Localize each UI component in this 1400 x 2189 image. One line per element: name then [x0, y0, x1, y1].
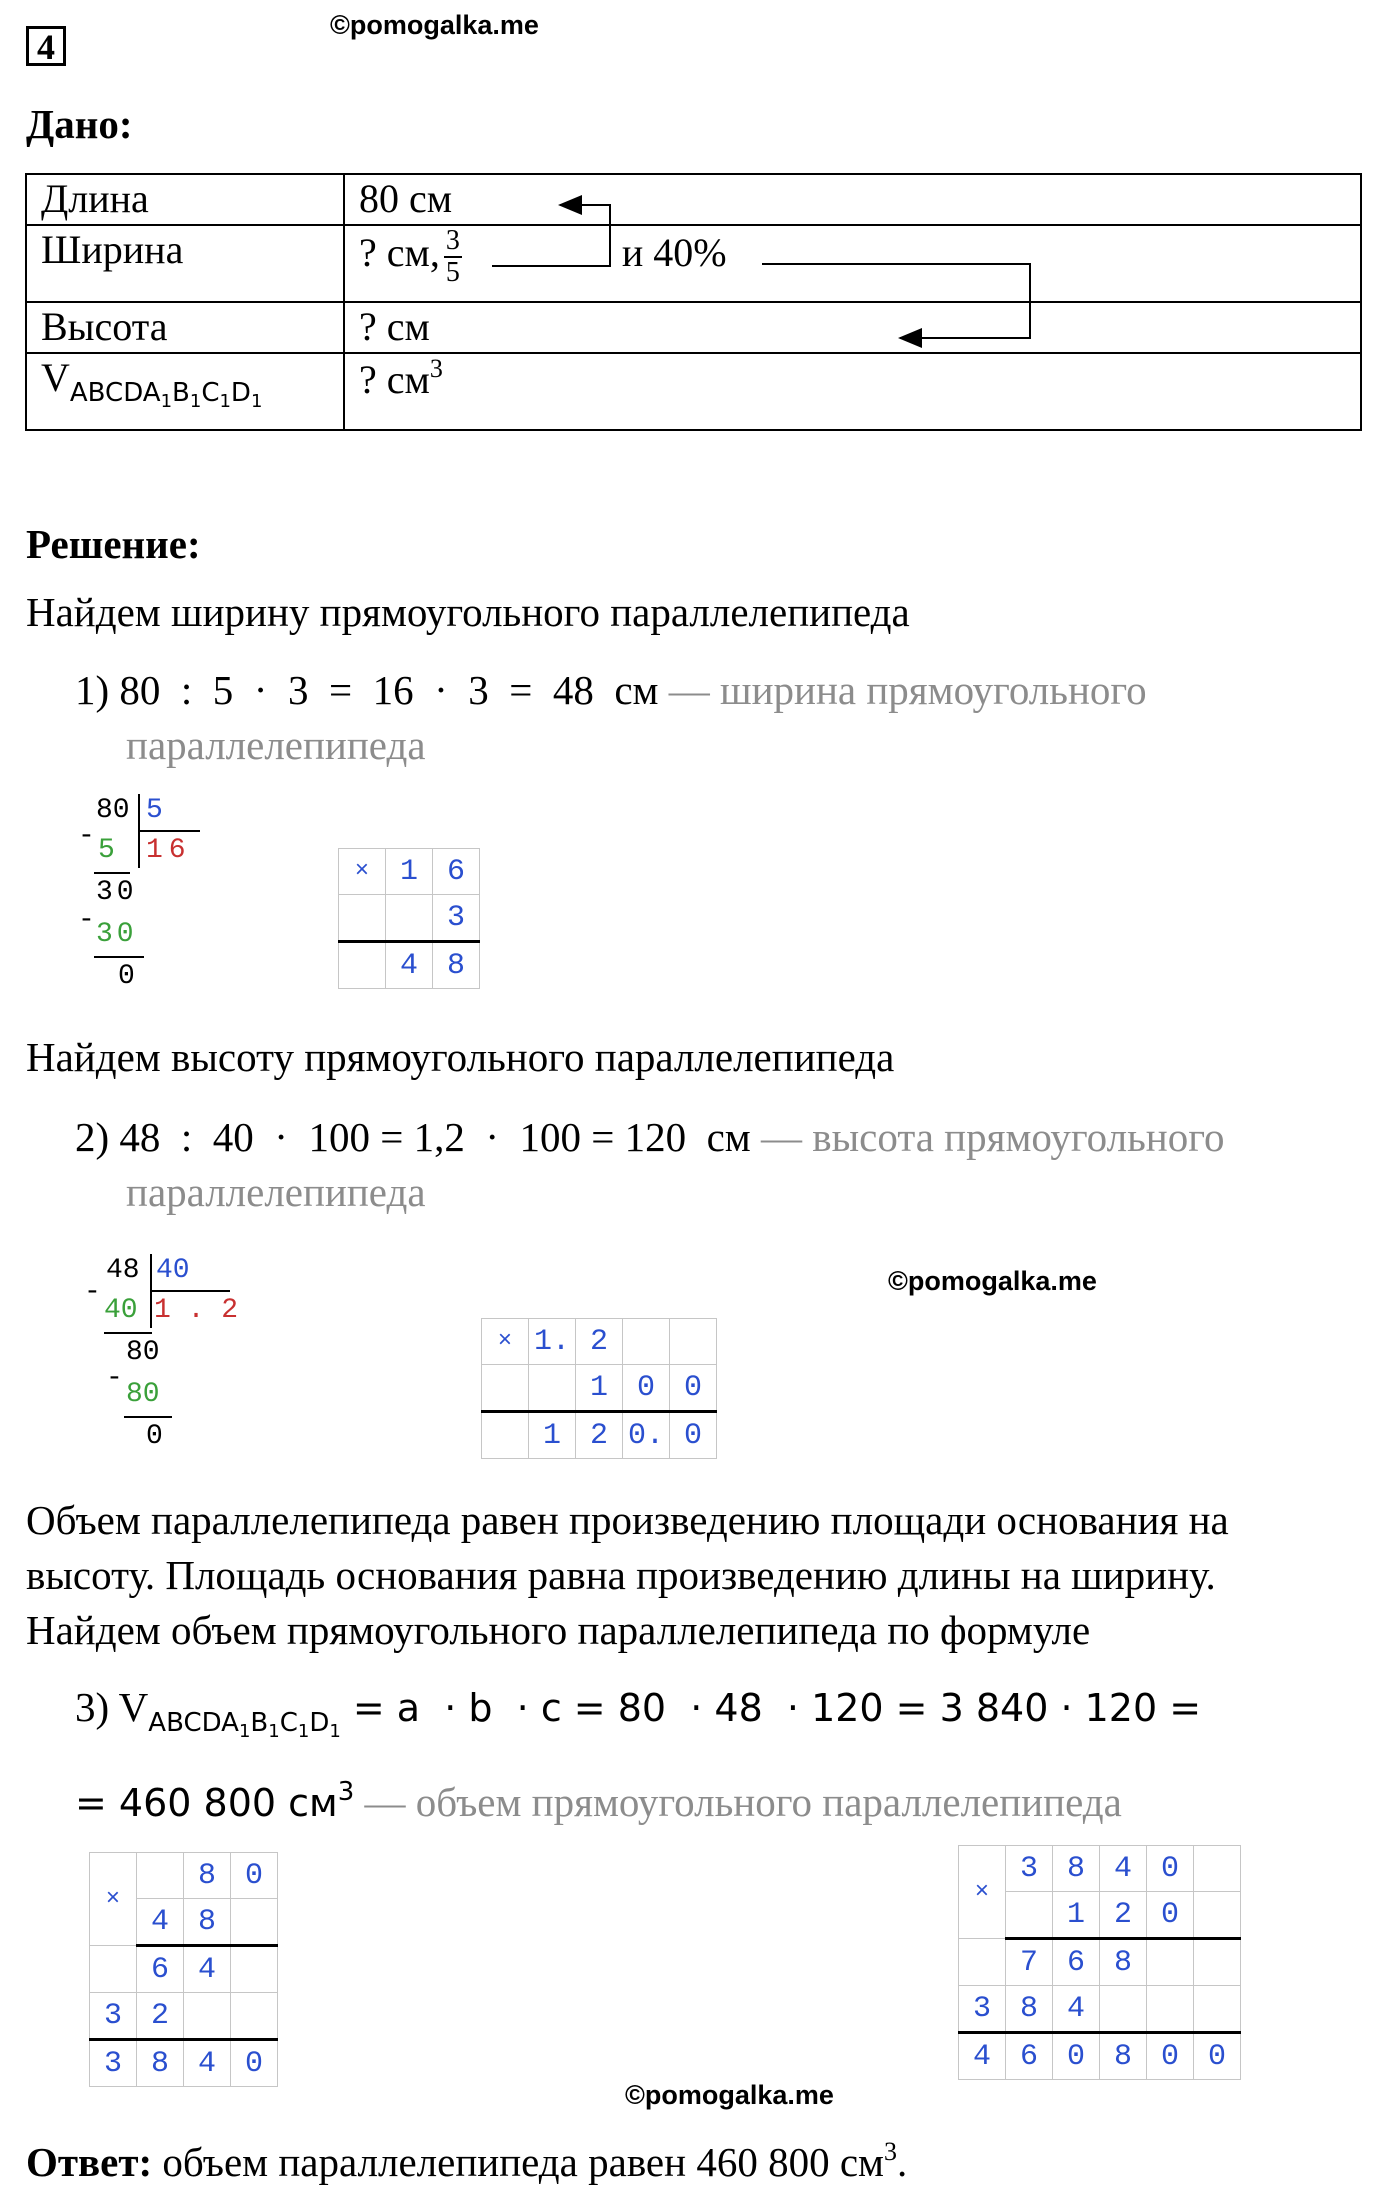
volume-paragraph-3: Найдем объем прямоугольного параллелепипеда по формуле [26, 1607, 1091, 1653]
step3-subscript: ABCDA1B1C1D1 [148, 1708, 341, 1742]
answer: Ответ: объем параллелепипеда равен 460 800 $см^3$. [26, 2137, 908, 2185]
div2-subtrahend-1: 40 [104, 1295, 138, 1326]
fraction-numerator: 3 [445, 225, 460, 256]
step3-expression: = a · b · c = 80 · 48 · 120 = 3 840 · 120 = [340, 1686, 1202, 1730]
div1-subtrahend-2: 30 [96, 919, 138, 950]
step3 [75, 1680, 1201, 1759]
watermark-top: ©pomogalka.me [330, 10, 539, 40]
div2-quotient: 1 . 2 [154, 1295, 239, 1326]
multiplication-grid-3: × 8 0 4 8 6 4 3 2 3 8 4 0 [89, 1852, 278, 2087]
multiplication-grid-1: × 1 6 3 4 8 [338, 848, 480, 989]
given-percent: и 40% [621, 230, 727, 276]
solution-heading: Решение: [26, 521, 201, 567]
step1-description: — ширина прямоугольного [658, 667, 1147, 713]
task-number: 4 [26, 26, 66, 66]
long-division-1: 80 5 - 5 16 30 - 30 0 [82, 790, 212, 1000]
given-value: ? см [344, 302, 1361, 353]
step3-line2: = 460 800 $см^3$ — объем прямоугольного параллелепипеда [75, 1777, 1122, 1825]
given-value: ? $см^3$ [344, 353, 1361, 430]
given-arrows [0, 0, 1400, 400]
given-value: 80 см [344, 174, 1361, 225]
watermark-middle: ©pomogalka.me [888, 1266, 1097, 1296]
step1-expression: 1) 80 : 5 · 3 = 16 · 3 = 48 см [75, 667, 659, 713]
long-division-2: 48 40 - 40 1 . 2 80 - 80 0 [90, 1250, 250, 1460]
intro-width: Найдем ширину прямоугольного параллелепипеда [26, 589, 910, 635]
div2-subtrahend-2: 80 [126, 1379, 160, 1410]
volume-paragraph-2: высоту. Площадь основания равна произведению длины на ширину. [26, 1552, 1216, 1598]
div1-remainder-1: 30 [96, 877, 138, 908]
fraction-denominator: 5 [445, 257, 460, 288]
step2 [75, 1110, 1225, 1164]
answer-text: объем параллелепипеда равен 460 800 см [152, 2139, 884, 2185]
step2-expression: 2) 48 : 40 · 100 = 1,2 · 100 = 120 см [75, 1114, 751, 1160]
given-label: Длина [26, 174, 344, 225]
arrow-percent-to-height [762, 264, 1030, 338]
multiplication-grid-2: × 1. 2 1 0 0 1 2 0. 0 [481, 1318, 717, 1459]
div1-subtrahend-1: 5 [98, 835, 115, 866]
step2-description-cont: параллелепипеда [126, 1169, 426, 1215]
volume-symbol: V [41, 355, 70, 400]
step3-result: = 460 800 см [75, 1781, 338, 1825]
step1 [75, 663, 1147, 717]
given-value: ? см, [359, 230, 440, 276]
step1-description-cont: параллелепипеда [126, 722, 426, 768]
div2-dividend: 48 [106, 1255, 140, 1286]
div2-divisor: 40 [156, 1255, 190, 1286]
intro-height: Найдем высоту прямоугольного параллелепипеда [26, 1034, 895, 1080]
given-label: Высота [26, 302, 344, 353]
multiplication-grid-4: × 3 8 4 0 1 2 0 7 6 8 3 8 4 4 6 0 8 0 0 [958, 1845, 1241, 2080]
step3-prefix: 3) V [75, 1684, 149, 1730]
div1-divisor: 5 [146, 795, 163, 826]
step3-description: — объем прямоугольного параллелепипеда [354, 1779, 1122, 1825]
div1-dividend: 80 [96, 795, 130, 826]
div1-remainder-2: 0 [118, 961, 135, 992]
watermark-bottom: ©pomogalka.me [625, 2080, 834, 2110]
volume-paragraph-1: Объем параллелепипеда равен произведению площади основания на [26, 1497, 1229, 1543]
volume-subscript: ABCDA1B1C1D1 [69, 378, 263, 412]
div2-remainder-2: 0 [146, 1421, 163, 1452]
answer-label: Ответ: [26, 2139, 153, 2185]
div1-quotient: 16 [146, 835, 192, 866]
given-heading: Дано: [26, 101, 133, 147]
given-label: Ширина [26, 225, 344, 302]
div2-remainder-1: 80 [126, 1337, 160, 1368]
step2-description: — высота прямоугольного [750, 1114, 1225, 1160]
arrow-width-to-length [492, 205, 610, 266]
